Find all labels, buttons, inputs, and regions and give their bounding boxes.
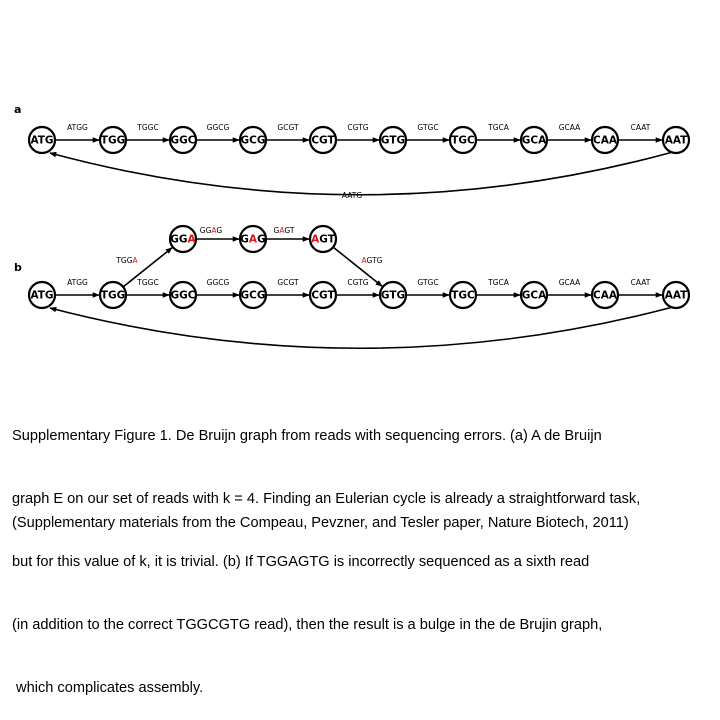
edge-label: TGCA bbox=[488, 123, 509, 132]
node-label: GCG bbox=[240, 134, 266, 147]
graph-node bbox=[170, 127, 196, 153]
back-edge-arrow bbox=[50, 307, 673, 348]
node-label: GCA bbox=[521, 289, 547, 302]
node-label: GGC bbox=[170, 134, 196, 147]
node-label bbox=[170, 234, 196, 246]
graph-node bbox=[100, 127, 126, 153]
edge-label: TGGC bbox=[137, 278, 159, 287]
node-label: GTG bbox=[380, 289, 406, 302]
graph-node bbox=[310, 127, 336, 153]
node-label: CAA bbox=[593, 134, 617, 147]
figure-caption bbox=[12, 384, 720, 720]
base-segment: GG bbox=[199, 226, 212, 235]
base-segment: GTG bbox=[366, 256, 383, 265]
base-segment: TGG bbox=[116, 256, 133, 265]
node-label: GTG bbox=[380, 134, 406, 147]
graph-node bbox=[170, 226, 197, 252]
error-base: A bbox=[248, 233, 258, 246]
edge-label: TGGC bbox=[137, 123, 159, 132]
graph-node bbox=[240, 282, 266, 308]
graph-node bbox=[592, 127, 618, 153]
caption-line: (in addition to the correct TGGCGTG read), then the result is a bulge in the de Brujin graph, bbox=[12, 617, 603, 633]
edge-label: CGTG bbox=[347, 278, 369, 287]
node-label: CGT bbox=[311, 134, 335, 147]
edge-label: GCGT bbox=[277, 123, 299, 132]
graph-node bbox=[240, 226, 266, 252]
node-label bbox=[240, 234, 265, 246]
caption-line: Supplementary Figure 1. De Bruijn graph from reads with sequencing errors. (a) A de Bruijn bbox=[12, 428, 602, 444]
graph-node bbox=[592, 282, 618, 308]
node-label bbox=[311, 234, 336, 246]
graph-node bbox=[310, 282, 336, 308]
graph-node bbox=[29, 282, 55, 308]
base-segment: GT bbox=[284, 226, 295, 235]
graph-node bbox=[100, 282, 126, 308]
edge-label: GTGC bbox=[417, 278, 439, 287]
graph-node bbox=[521, 282, 547, 308]
graph-node bbox=[380, 127, 406, 153]
edge-label: CGTG bbox=[347, 123, 369, 132]
graph-node bbox=[450, 282, 476, 308]
edge-label: CAAT bbox=[630, 278, 651, 287]
node-label: AAT bbox=[664, 134, 688, 147]
caption-line: graph E on our set of reads with k = 4. Finding an Eulerian cycle is already a straightforward task, bbox=[12, 491, 641, 507]
edge-label: ATGG bbox=[67, 278, 88, 287]
panel-a-label: a bbox=[14, 103, 22, 116]
node-label: ATG bbox=[30, 289, 54, 302]
node-label: AAT bbox=[664, 289, 688, 302]
edge-label bbox=[362, 256, 383, 265]
edge-label: GTGC bbox=[417, 123, 439, 132]
edge-label: GCGT bbox=[277, 278, 299, 287]
graph-node bbox=[663, 282, 689, 308]
back-edge-arrow bbox=[50, 152, 673, 195]
node-label: CAA bbox=[593, 289, 617, 302]
caption-line: which complicates assembly. bbox=[12, 680, 204, 696]
graph-node bbox=[29, 127, 55, 153]
node-label: TGG bbox=[100, 134, 126, 147]
base-segment: G bbox=[240, 233, 249, 246]
edge-label: CAAT bbox=[630, 123, 651, 132]
edge-label: GCAA bbox=[558, 278, 581, 287]
node-label: ATG bbox=[30, 134, 54, 147]
node-label: GCG bbox=[240, 289, 266, 302]
node-label: TGC bbox=[451, 289, 475, 302]
base-segment: G bbox=[257, 233, 266, 246]
edge-label bbox=[200, 226, 223, 235]
panel-b-label: b bbox=[14, 261, 22, 274]
node-label: CGT bbox=[311, 289, 335, 302]
error-base: A bbox=[279, 226, 285, 235]
graph-node bbox=[310, 226, 336, 252]
graph-node bbox=[170, 282, 196, 308]
caption-line: but for this value of k, it is trivial. (b) If TGGAGTG is incorrectly sequenced as a sixth read bbox=[12, 554, 590, 570]
base-segment: G bbox=[273, 226, 280, 235]
edge-label bbox=[115, 256, 138, 265]
edge-label: TGCA bbox=[488, 278, 509, 287]
error-base: A bbox=[187, 233, 196, 246]
edge-label bbox=[274, 226, 295, 235]
error-base: A bbox=[311, 233, 320, 246]
graph-node bbox=[663, 127, 689, 153]
edge-label: GGCG bbox=[206, 123, 230, 132]
error-base: A bbox=[361, 256, 367, 265]
base-segment: G bbox=[216, 226, 223, 235]
panel-b-graph bbox=[29, 226, 689, 348]
edge-label: GGCG bbox=[206, 278, 230, 287]
edge-label: ATGG bbox=[67, 123, 88, 132]
error-base: A bbox=[211, 226, 217, 235]
base-segment: GT bbox=[319, 233, 335, 246]
node-label: GCA bbox=[521, 134, 547, 147]
base-segment: GG bbox=[170, 233, 188, 246]
edge-label: AATG bbox=[341, 191, 363, 200]
source-credit: (Supplementary materials from the Compeau, Pevzner, and Tesler paper, Nature Biotech, 2011) bbox=[12, 515, 629, 531]
node-label: TGC bbox=[451, 134, 475, 147]
error-base: A bbox=[132, 256, 138, 265]
edge-label: GCAA bbox=[558, 123, 581, 132]
node-label: TGG bbox=[100, 289, 126, 302]
node-label: GGC bbox=[170, 289, 196, 302]
graph-node bbox=[450, 127, 476, 153]
graph-node bbox=[521, 127, 547, 153]
graph-node bbox=[380, 282, 406, 308]
graph-node bbox=[240, 127, 266, 153]
panel-a-graph bbox=[29, 123, 689, 200]
